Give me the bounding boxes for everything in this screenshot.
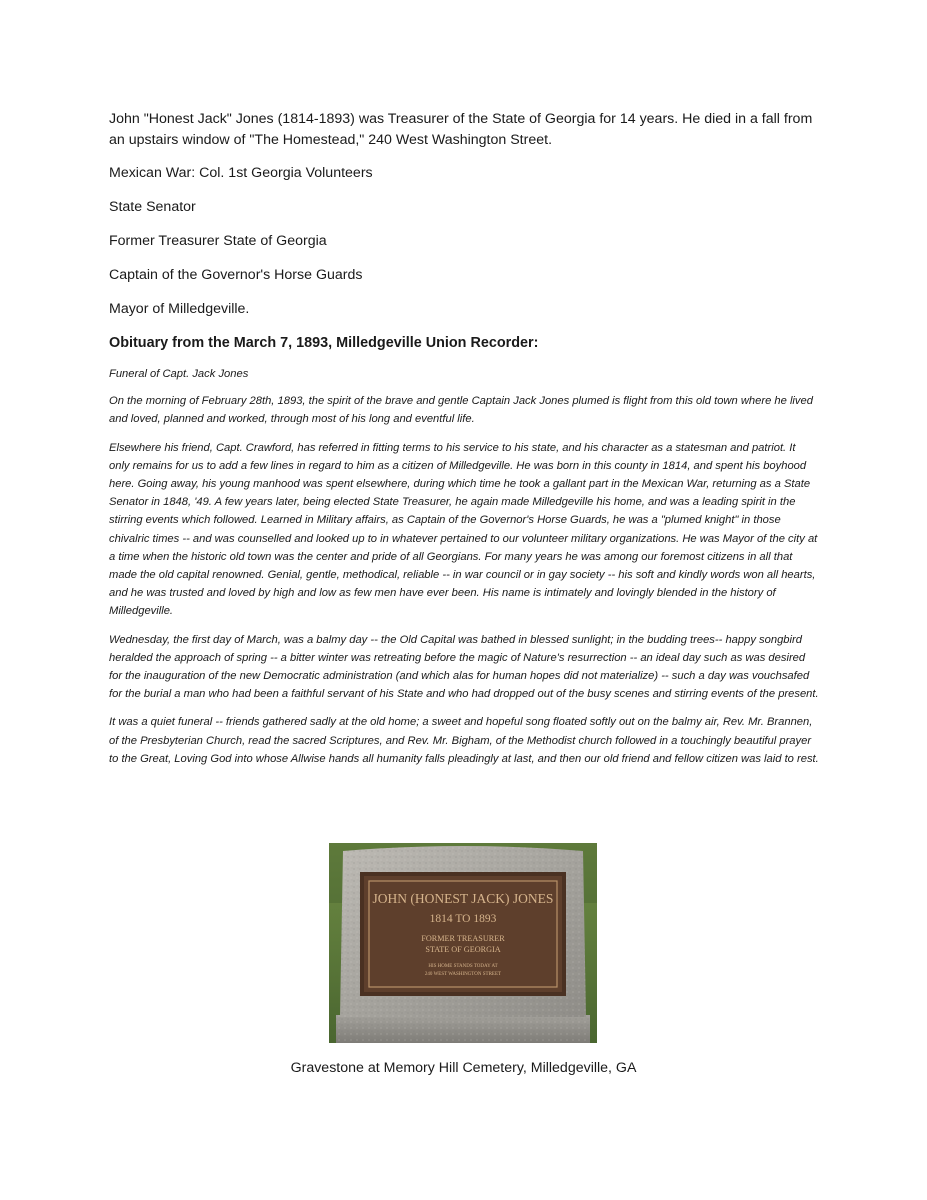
plaque-title-line2: STATE OF GEORGIA xyxy=(425,945,501,954)
gravestone-image xyxy=(329,843,597,1043)
gravestone-photo xyxy=(329,843,597,1043)
fact-former-treasurer: Former Treasurer State of Georgia xyxy=(109,233,327,249)
plaque-title-line1: FORMER TREASURER xyxy=(421,934,505,943)
fact-mexican-war: Mexican War: Col. 1st Georgia Volunteers xyxy=(109,165,373,181)
obituary-paragraph: Wednesday, the first day of March, was a balmy day -- the Old Capital was bathed in blessed sunlight; in the budding trees-- happy songbird heralded the approach of spring -- a bitter winter was retreating before the magic of Nature's resurrection -- an ideal day such as was desired for the inauguration of the new Democratic administration (and which alas for human hopes did not materialize) -- such a day was vouchsafed for the burial a man who had been a faithful servant of his State and who had dropped out of the busy scenes and stirring events of the present. xyxy=(109,633,819,701)
plaque-name: JOHN (HONEST JACK) JONES xyxy=(372,891,554,906)
obituary-heading: Obituary from the March 7, 1893, Milledgeville Union Recorder: xyxy=(109,335,539,351)
photo-caption: Gravestone at Memory Hill Cemetery, Milledgeville, GA xyxy=(290,1060,637,1076)
plaque-note-line1: HIS HOME STANDS TODAY AT xyxy=(428,964,498,969)
obituary-paragraph: Elsewhere his friend, Capt. Crawford, has referred in fitting terms to his service to his state, and his character as a statesman and patriot. It only remains for us to add a few lines in regard to him as a citizen of Milledgeville. He was born in this county in 1814, and spent his boyhood here. Going away, his young manhood was spent elsewhere, during which time he took a gallant part in the Mexican War, returning as a State Senator in 1848, '49. A few years later, being elected State Treasurer, he again made Milledgeville his home, and was a leading spirit in the stirring events which followed. Learned in Military affairs, as Captain of the Governor's Horse Guards, he was a "plumed knight" in those chivalric times -- and was counselled and looked up to in whatever pertained to our volunteer military organizations. He was Mayor of the city at a time when the historic old town was the center and pride of all Georgians. For many years he was among our foremost citizens in all that made the old capital renowned. Genial, gentle, methodical, reliable -- in war council or in gay society -- his soft and kindly words won all hearts, and he was trusted and loved by high and low as few men have ever been. His name is intimately and lovingly blended in the history of Milledgeville. xyxy=(109,441,818,618)
obituary-subheading: Funeral of Capt. Jack Jones xyxy=(109,368,249,380)
plaque-years: 1814 TO 1893 xyxy=(429,913,497,925)
fact-state-senator: State Senator xyxy=(109,199,196,215)
intro-paragraph: John "Honest Jack" Jones (1814-1893) was Treasurer of the State of Georgia for 14 years. He died in a fall from an upstairs window of "The Homestead," 240 West Washington Street. xyxy=(109,111,813,148)
document-body xyxy=(109,109,819,778)
obituary-paragraph: It was a quiet funeral -- friends gathered sadly at the old home; a sweet and hopeful song floated softly out on the balmy air, Rev. Mr. Brannen, of the Presbyterian Church, read the sacred Scriptures, and Rev. Mr. Bigham, of the Methodist church followed in a touchingly beautiful prayer to the Great, Loving God into whose Allwise hands all humanity falls pleadingly at last, and then our old friend and fellow citizen was laid to rest. xyxy=(109,716,819,765)
obituary-paragraph: On the morning of February 28th, 1893, the spirit of the brave and gentle Captain Jack Jones plumed is flight from this old town where he lived and loved, planned and worked, through most of his long and eventful life. xyxy=(109,395,813,426)
plaque-note-line2: 240 WEST WASHINGTON STREET xyxy=(424,972,502,977)
fact-mayor: Mayor of Milledgeville. xyxy=(109,301,250,317)
fact-horse-guards: Captain of the Governor's Horse Guards xyxy=(109,267,363,283)
